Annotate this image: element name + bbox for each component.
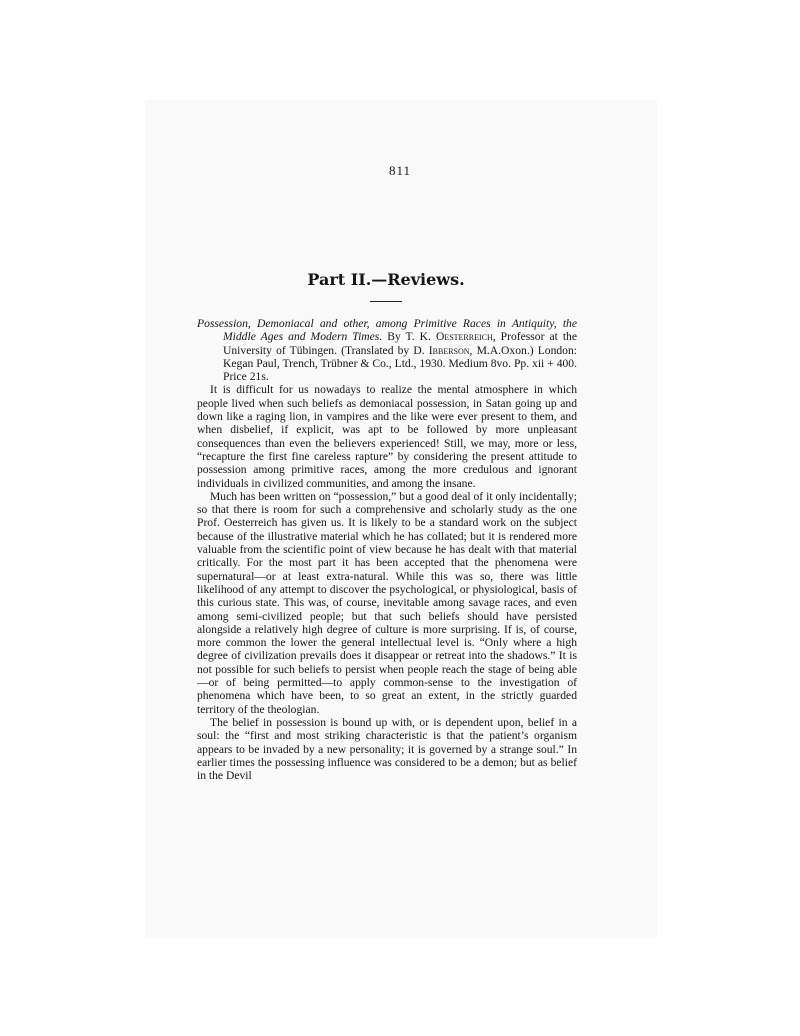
translator-name: Ibberson [428, 343, 470, 357]
author-name: Oesterreich [435, 330, 493, 344]
paragraph-2: Much has been written on “possession,” but a good deal of it only incidentally; so that there is room for such a comprehensive and scholarly study as the one Prof. Oesterreich has given us. It is likely to be a standard work on the subject because of the illustrative material which he has collated; but it is rendered more valuable from the scientific point of view because he has dealt with that material critically. For the most part it has been accepted that the phenomena were supernatural—or at least extra-natural. While this was so, there was little likelihood of any attempt to discover the psychological, or physiological, basis of this curious state. This was, of course, inevitable among savage races, and even among semi-civilized people; but that such beliefs should have persisted alongside a relatively high degree of culture is more surprising. If is, of course, more common the lower the general intellectual level is. “Only where a high degree of civilization prevails does it disappear or retreat into the shadows.” It is not possible for such beliefs to persist when people reach the stage of being able—or of being permitted—to apply common-sense to the investigation of phenomena which have been, to so great an extent, in the strictly guarded territory of the theologian. [197, 489, 577, 716]
paragraph-3: The belief in possession is bound up with, or is dependent upon, belief in a soul: the “first and most striking characteristic is that the patient’s organism appears to be invaded by a new personality; it is governed by a strange soul.” In earlier times the possessing influence was considered to be a demon; but as belief in the Devil [197, 715, 577, 783]
author-details: , Professor at the University of Tübingen. (Translated by D. [223, 330, 577, 357]
publication-details: , M.A.Oxon.) London: Kegan Paul, Trench, Trübner & Co., Ltd., 1930. Medium 8vo. Pp. xii + 400. Price 21s. [223, 343, 577, 384]
review-body [197, 317, 577, 782]
review-citation [197, 317, 577, 383]
page-number: 811 [388, 163, 412, 178]
citation-by: By T. K. [382, 330, 436, 344]
paragraph-1: It is difficult for us nowadays to realize the mental atmosphere in which people lived when such beliefs as demoniacal possession, in Satan going up and down like a raging lion, in vampires and the like were ever present to them, and when disbelief, if explicit, was apt to be followed by more unpleasant consequences than even the believers experienced! Still, we may, more or less, “recapture the first fine careless rapture” by considering the present attitude to possession among primitive races, among the more credulous and ignorant individuals in civilized communities, and among the insane. [197, 383, 577, 490]
section-heading: Part II.—Reviews. [307, 270, 465, 289]
heading-rule [370, 301, 402, 302]
book-title: Possession, Demoniacal and other, among Primitive Races in Antiquity, the Middle Ages and Modern Times. [197, 317, 577, 344]
